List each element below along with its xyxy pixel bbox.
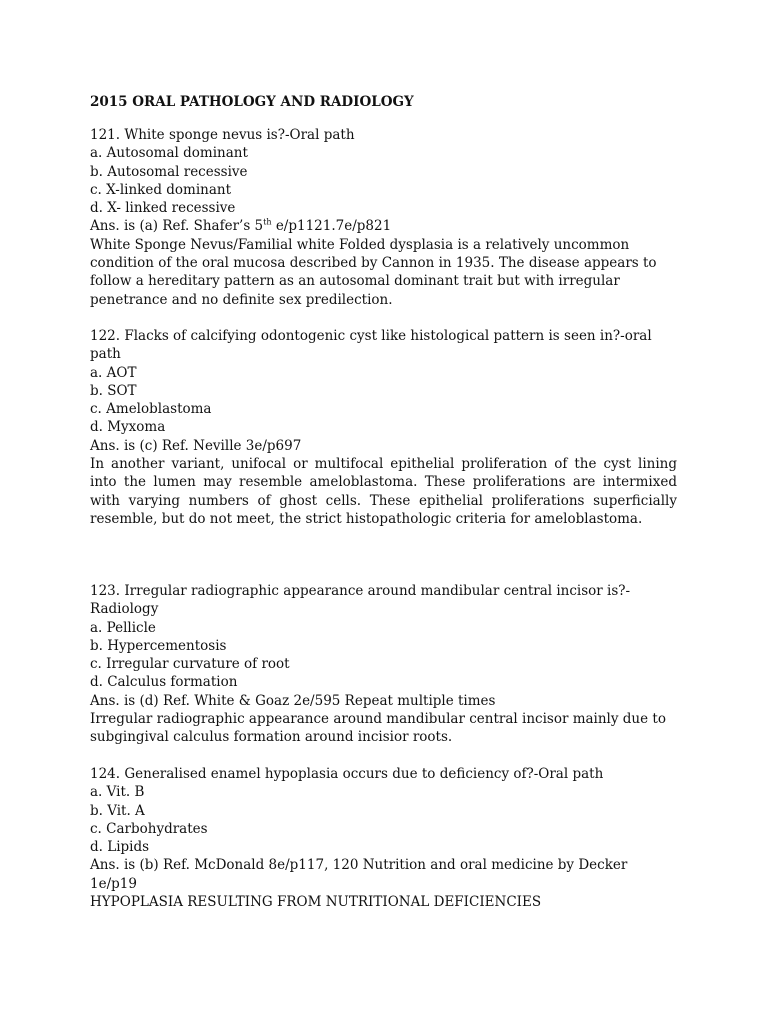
explanation: In another variant, unifocal or multifocal epithelial proliferation of the cyst lining into the lumen may resemble ameloblastoma. These proliferations are intermixed with varying numbers of ghost cells. These epithelial proliferations superficially resemble, but do not meet, the strict histopathologic criteria for ameloblastoma. [90, 456, 677, 527]
option-a: a. Autosomal dominant [90, 145, 248, 162]
question-124 [90, 765, 677, 911]
answer-line: Ans. is (c) Ref. Neville 3e/p697 [90, 437, 302, 454]
option-a: a. AOT [90, 364, 137, 381]
option-b: b. SOT [90, 382, 137, 399]
option-c: c. Irregular curvature of root [90, 656, 290, 673]
question-stem: 121. White sponge nevus is?-Oral path [90, 127, 355, 143]
option-d: d. Calculus formation [90, 674, 238, 691]
option-b: b. Hypercementosis [90, 637, 227, 654]
document-title: 2015 ORAL PATHOLOGY AND RADIOLOGY [90, 94, 414, 110]
question-122 [90, 327, 677, 528]
explanation: Irregular radiographic appearance around mandibular central incisor mainly due to subgingival calculus formation around incisior roots. [90, 711, 666, 746]
option-d: d. Myxoma [90, 419, 166, 436]
answer-superscript: th [263, 217, 272, 227]
option-b: b. Autosomal recessive [90, 163, 248, 180]
option-d: d. Lipids [90, 839, 150, 856]
question-stem: 122. Flacks of calcifying odontogenic cyst like histological pattern is seen in?-oral path [90, 328, 652, 363]
answer-line [90, 217, 677, 235]
option-c: c. Ameloblastoma [90, 401, 212, 418]
explanation: HYPOPLASIA RESULTING FROM NUTRITIONAL DEFICIENCIES [90, 894, 542, 911]
option-c: c. Carbohydrates [90, 820, 208, 837]
option-a: a. Vit. B [90, 784, 145, 801]
question-stem: 123. Irregular radiographic appearance around mandibular central incisor is?-Radiology [90, 583, 631, 618]
answer-line: Ans. is (d) Ref. White & Goaz 2e/595 Repeat multiple times [90, 692, 496, 709]
question-121 [90, 126, 677, 309]
explanation: White Sponge Nevus/Familial white Folded dysplasia is a relatively uncommon condition of the oral mucosa described by Cannon in 1935. The disease appears to follow a hereditary pattern as an autosomal dominant trait but with irregular penetrance and no definite sex predilection. [90, 236, 657, 308]
option-c: c. X-linked dominant [90, 181, 232, 198]
answer-text-end: e/p1121.7e/p821 [271, 218, 392, 235]
option-a: a. Pellicle [90, 619, 156, 636]
question-stem: 124. Generalised enamel hypoplasia occurs due to deficiency of?-Oral path [90, 766, 604, 782]
option-d: d. X- linked recessive [90, 200, 236, 217]
answer-text: Ans. is (a) Ref. Shafer’s 5 [90, 218, 264, 235]
question-123 [90, 582, 677, 747]
answer-line: Ans. is (b) Ref. McDonald 8e/p117, 120 Nutrition and oral medicine by Decker 1e/p19 [90, 857, 628, 892]
option-b: b. Vit. A [90, 802, 145, 819]
